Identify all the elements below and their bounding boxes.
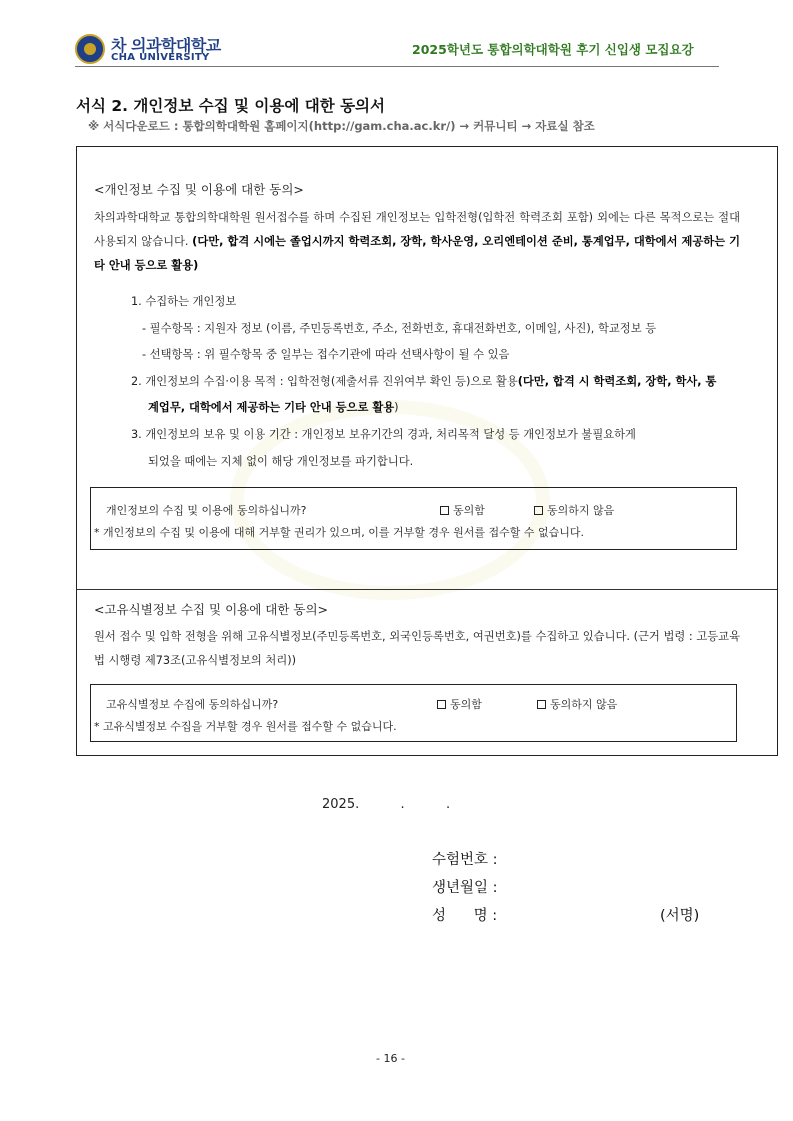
section1-paragraph [94, 206, 740, 278]
section1-title: <개인정보 수집 및 이용에 대한 동의> [94, 182, 304, 197]
section2-consent-question: 고유식별정보 수집에 동의하십니까? [106, 698, 279, 711]
logo-english-name: CHA UNIVERSITY [111, 52, 210, 63]
item2-bold-a: (다만, 합격 시 학력조회, 장학, 학사, 통 [517, 375, 717, 388]
form-title: 서식 2. 개인정보 수집 및 이용에 대한 동의서 [76, 97, 385, 115]
page-number: - 16 - [376, 1052, 405, 1065]
exam-number-label: 수험번호 : [432, 852, 498, 868]
section2-title: <고유식별정보 수집 및 이용에 대한 동의> [94, 602, 329, 617]
section2-agree-option[interactable] [437, 696, 482, 712]
section2-agree-checkbox[interactable] [437, 700, 446, 709]
section1-disagree-option[interactable] [534, 502, 614, 518]
logo-korean-name: 차 의과학대학교 [111, 36, 221, 55]
download-note: ※ 서식다운로드 : 통합의학대학원 홈페이지(http://gam.cha.ac.kr/) → 커뮤니티 → 자료실 참조 [88, 119, 595, 133]
item1-required: - 필수항목 : 지원자 정보 (이름, 주민등록번호, 주소, 전화번호, 휴대전화번호, 이메일, 사진), 학교정보 등 [142, 322, 657, 335]
item1-optional: - 선택항목 : 위 필수항목 중 일부는 접수기관에 따라 선택사항이 될 수 있음 [142, 348, 510, 361]
section1-paragraph-bold: (다만, 합격 시에는 졸업시까지 학력조회, 장학, 학사운영, 오리엔테이션 준비, 통계업무, 대학에서 제공하는 기타 안내 등으로 활용) [94, 235, 740, 272]
section1-consent-box [90, 487, 737, 550]
signature-label: (서명) [660, 908, 700, 924]
item3-line2: 되었을 때에는 지체 없이 해당 개인정보를 파기합니다. [148, 455, 414, 468]
birthdate-label: 생년월일 : [432, 880, 498, 896]
section2-paragraph: 원서 접수 및 입학 전형을 위해 고유식별정보(주민등록번호, 외국인등록번호, 여권번호)를 수집하고 있습니다. (근거 법령 : 고등교육법 시행령 제73조(고유식별정보의 처리)) [94, 630, 740, 667]
section2-consent-note: * 고유식별정보 수집을 거부할 경우 원서를 접수할 수 없습니다. [94, 720, 397, 733]
date-line: 2025. . . [322, 797, 451, 812]
section1-agree-option[interactable] [440, 502, 485, 518]
section-divider [77, 589, 777, 590]
section1-disagree-checkbox[interactable] [534, 506, 543, 515]
item2-line1 [131, 373, 716, 389]
section2-disagree-label: 동의하지 않음 [550, 698, 618, 711]
section1-agree-label: 동의함 [453, 504, 485, 517]
document-header-title: 2025학년도 통합의학대학원 후기 신입생 모집요강 [412, 42, 694, 57]
item1-title: 1. 수집하는 개인정보 [131, 295, 237, 308]
item2-prefix: 2. 개인정보의 수집·이용 목적 : 입학전형(제출서류 진위여부 확인 등)으로 활용 [131, 375, 518, 388]
section1-agree-checkbox[interactable] [440, 506, 449, 515]
section1-consent-note: * 개인정보의 수집 및 이용에 대해 거부할 권리가 있으며, 이를 거부할 경우 원서를 접수할 수 없습니다. [94, 526, 584, 539]
item2-suffix: ) [394, 401, 399, 414]
item2-line2 [148, 399, 399, 415]
header-divider [75, 66, 719, 67]
section1-paragraph-text: 차의과학대학교 통합의학대학원 원서접수를 하며 수집된 개인정보는 입학전형(입학전 학력조회 포함) 외에는 다른 목적으로는 절대 사용되지 않습니다. [94, 211, 740, 248]
university-seal-icon [75, 34, 105, 64]
name-label: 성 명 : [432, 908, 498, 924]
section1-consent-question: 개인정보의 수집 및 이용에 동의하십니까? [106, 504, 307, 517]
section2-agree-label: 동의함 [450, 698, 482, 711]
item3-line1: 3. 개인정보의 보유 및 이용 기간 : 개인정보 보유기간의 경과, 처리목적 달성 등 개인정보가 불필요하게 [131, 428, 636, 441]
item2-bold-b: 계업무, 대학에서 제공하는 기타 안내 등으로 활용 [148, 401, 395, 414]
section2-disagree-option[interactable] [537, 696, 617, 712]
section1-disagree-label: 동의하지 않음 [547, 504, 615, 517]
section2-disagree-checkbox[interactable] [537, 700, 546, 709]
